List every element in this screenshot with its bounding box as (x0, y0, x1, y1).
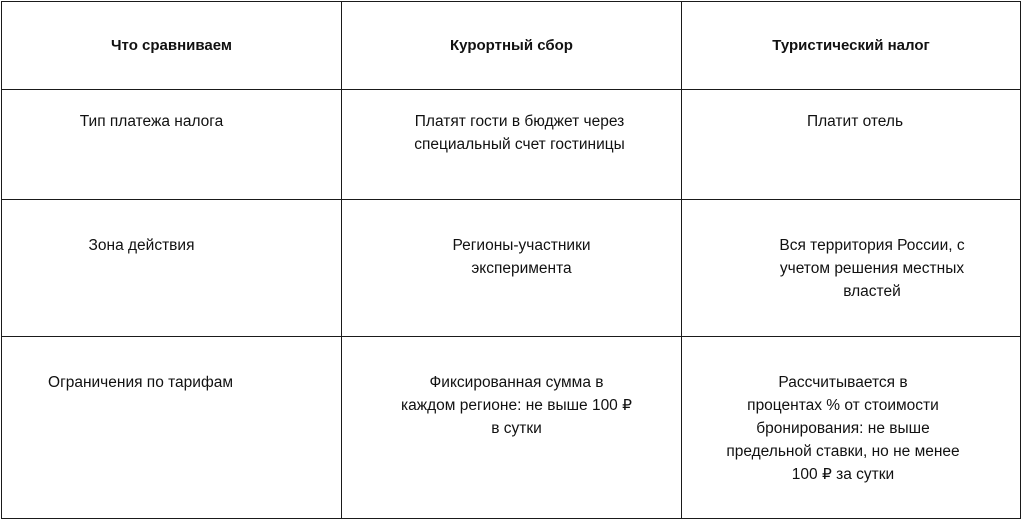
header-resort-fee-label: Курортный сбор (450, 37, 573, 55)
header-compare-label: Что сравниваем (111, 37, 232, 55)
cell-text: Платит отель (806, 113, 904, 131)
header-cell-compare (2, 2, 342, 90)
header-row (2, 2, 1021, 90)
table-row (2, 336, 1021, 518)
table-cell (2, 200, 342, 336)
table-cell (342, 200, 682, 336)
cell-text: Зона действия (88, 237, 195, 255)
cell-text: Фиксированная сумма в каждом регионе: не выше 100 ₽ в сутки (401, 373, 632, 437)
cell-text: Регионы-участники эксперимента (452, 237, 591, 278)
table-cell (682, 336, 1021, 518)
table-cell (2, 90, 342, 200)
table-cell (342, 90, 682, 200)
header-tourist-tax-label: Туристический налог (772, 37, 930, 55)
table-cell (342, 336, 682, 518)
header-cell-tourist-tax (682, 2, 1021, 90)
cell-text: Вся территория России, с учетом решения местных властей (779, 237, 965, 301)
comparison-table (1, 1, 1021, 519)
cell-text: Тип платежа налога (79, 113, 224, 131)
table-row (2, 200, 1021, 336)
table-cell (682, 90, 1021, 200)
cell-text: Платят гости в бюджет через специальный счет гостиницы (414, 113, 625, 154)
table-cell (2, 336, 342, 518)
header-cell-resort-fee (342, 2, 682, 90)
table-row (2, 90, 1021, 200)
table-cell (682, 200, 1021, 336)
cell-text: Рассчитывается в процентах % от стоимости бронирования: не выше предельной ставки, но не менее 100 ₽ за сутки (726, 373, 960, 483)
cell-text: Ограничения по тарифам (48, 373, 233, 391)
